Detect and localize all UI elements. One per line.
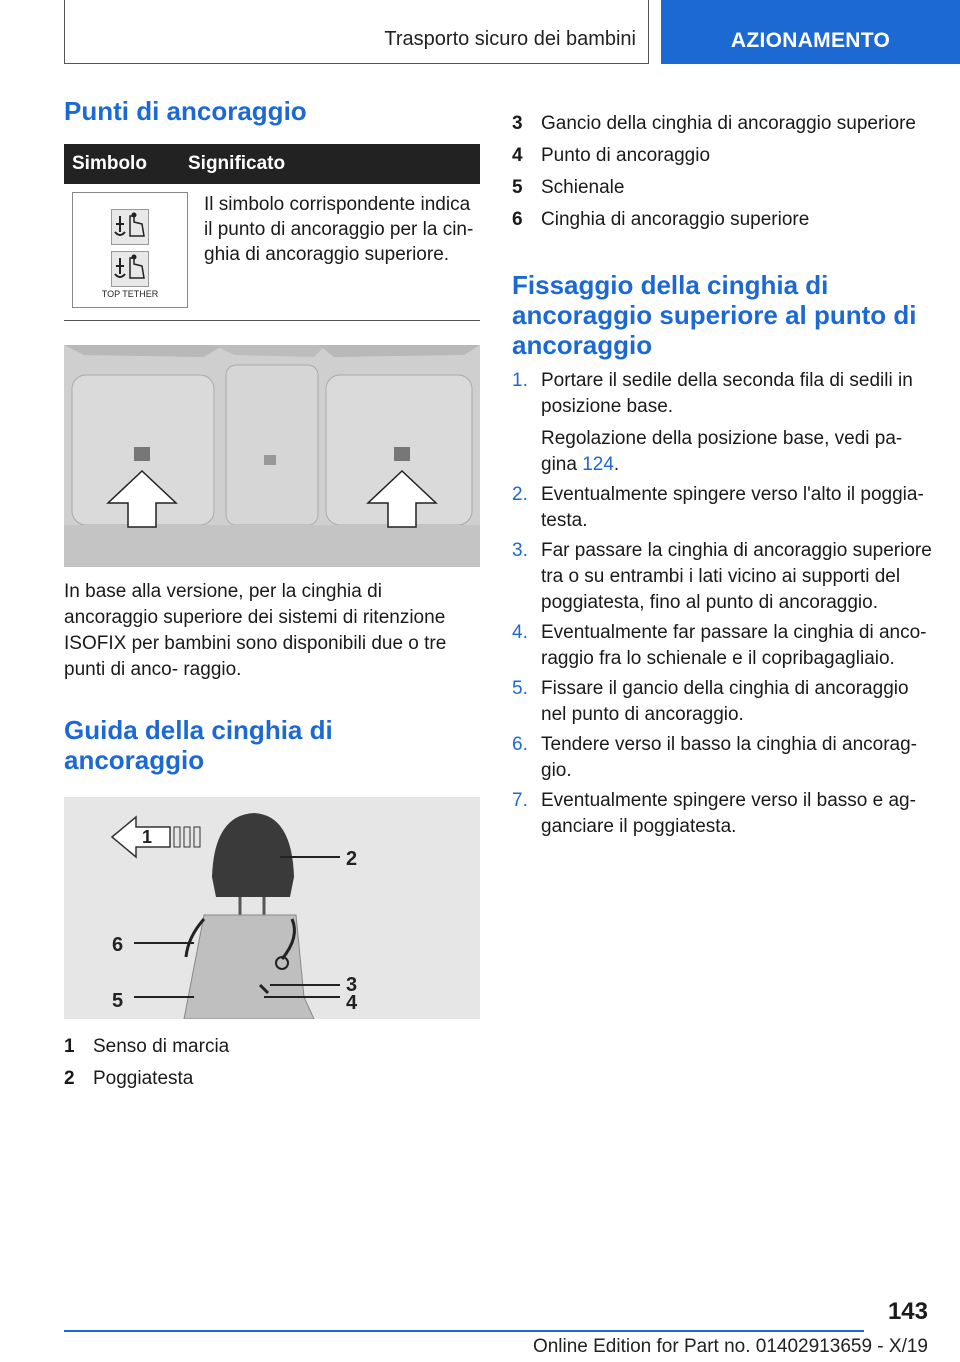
symbol-meaning: Il simbolo corrispondente indica il punto di ancoraggio per la cin- ghia di ancoraggio superiore. <box>204 194 474 265</box>
step-subtext-before: Regolazione della posizione base, vedi pa- gina <box>541 428 903 475</box>
col-symbol: Simbolo <box>72 153 147 174</box>
top-tether-label: TOP TETHER <box>101 289 159 299</box>
legend-text: Senso di marcia <box>93 1036 230 1057</box>
step-number: 2. <box>512 484 528 505</box>
legend-num: 4 <box>512 145 523 166</box>
legend-item <box>512 172 932 204</box>
header-section-title: Trasporto sicuro dei bambini <box>384 28 636 50</box>
legend-item <box>512 140 932 172</box>
step-item <box>512 368 932 478</box>
diagram-label-6: 6 <box>112 934 124 956</box>
header-chapter-tab[interactable]: AZIONAMENTO <box>661 0 960 64</box>
step-text: Eventualmente spingere verso il basso e ag- ganciare il poggiatesta. <box>541 790 916 837</box>
footer-divider <box>64 1330 864 1332</box>
diagram-legend-left <box>64 1031 480 1095</box>
step-subtext <box>541 426 932 478</box>
legend-text: Poggiatesta <box>93 1068 194 1089</box>
step-item <box>512 788 932 840</box>
page-link-124[interactable]: 124 <box>582 454 614 475</box>
step-text: Fissare il gancio della cinghia di ancoraggio nel punto di ancoraggio. <box>541 678 909 725</box>
diagram-label-1: 1 <box>142 827 153 847</box>
step-text: Portare il sedile della seconda fila di sedili in posizione base. <box>541 370 913 417</box>
legend-num: 1 <box>64 1036 75 1057</box>
heading-attach-strap: Fissaggio della cinghia di ancoraggio superiore al punto di ancoraggio <box>512 270 917 360</box>
header-box <box>64 0 649 64</box>
right-column <box>512 108 932 844</box>
rear-seat-anchor-photo <box>64 345 480 567</box>
step-number: 1. <box>512 370 528 391</box>
step-item <box>512 620 932 672</box>
step-item <box>512 482 932 534</box>
top-tether-symbol <box>72 192 188 308</box>
heading-anchor-points: Punti di ancoraggio <box>64 96 307 126</box>
diagram-label-2: 2 <box>346 848 358 870</box>
diagram-label-3: 3 <box>346 974 358 996</box>
diagram-label-5: 5 <box>112 990 124 1012</box>
step-text: Tendere verso il basso la cinghia di ancorag- gio. <box>541 734 917 781</box>
symbol-table-header <box>64 144 480 184</box>
symbol-table-row <box>64 184 480 321</box>
diagram-legend-right <box>512 108 932 236</box>
col-meaning: Significato <box>188 153 286 174</box>
step-number: 7. <box>512 790 528 811</box>
page-number: 143 <box>887 1298 928 1325</box>
legend-item <box>512 108 932 140</box>
step-number: 6. <box>512 734 528 755</box>
step-text: Far passare la cinghia di ancoraggio superiore tra o su entrambi i lati vicino ai supporti del poggiatesta, fino al punto di ancoraggio. <box>541 540 932 613</box>
anchor-points-description: In base alla versione, per la cinghia di ancoraggio superiore dei sistemi di ritenzione ISOFIX per bambini sono disponibili due o tre punti di anco- raggio. <box>64 581 447 680</box>
legend-num: 2 <box>64 1068 75 1089</box>
step-item <box>512 538 932 616</box>
legend-text: Schienale <box>541 177 625 198</box>
step-item <box>512 676 932 728</box>
step-number: 5. <box>512 678 528 699</box>
legend-text: Punto di ancoraggio <box>541 145 711 166</box>
step-number: 4. <box>512 622 528 643</box>
step-text: Eventualmente spingere verso l'alto il poggia- testa. <box>541 484 924 531</box>
step-text: Eventualmente far passare la cinghia di anco- raggio fra lo schienale e il copribagagliaio. <box>541 622 927 669</box>
strap-routing-diagram <box>64 797 480 1019</box>
legend-item <box>512 204 932 236</box>
legend-text: Cinghia di ancoraggio superiore <box>541 209 810 230</box>
legend-item <box>64 1063 480 1095</box>
child-seat-anchor-icon <box>111 209 149 245</box>
step-number: 3. <box>512 540 528 561</box>
legend-num: 5 <box>512 177 523 198</box>
step-item <box>512 732 932 784</box>
diagram-label-4: 4 <box>346 992 358 1014</box>
legend-num: 6 <box>512 209 523 230</box>
legend-num: 3 <box>512 113 523 134</box>
attach-steps-list <box>512 368 932 840</box>
top-tether-icon <box>111 251 149 287</box>
legend-text: Gancio della cinghia di ancoraggio superiore <box>541 113 916 134</box>
heading-strap-routing: Guida della cinghia di ancoraggio <box>64 715 333 775</box>
footer-edition: Online Edition for Part no. 01402913659 - X/19 <box>532 1336 928 1357</box>
legend-item <box>64 1031 480 1063</box>
step-subtext-after: . <box>613 454 620 475</box>
left-column <box>64 96 480 1095</box>
